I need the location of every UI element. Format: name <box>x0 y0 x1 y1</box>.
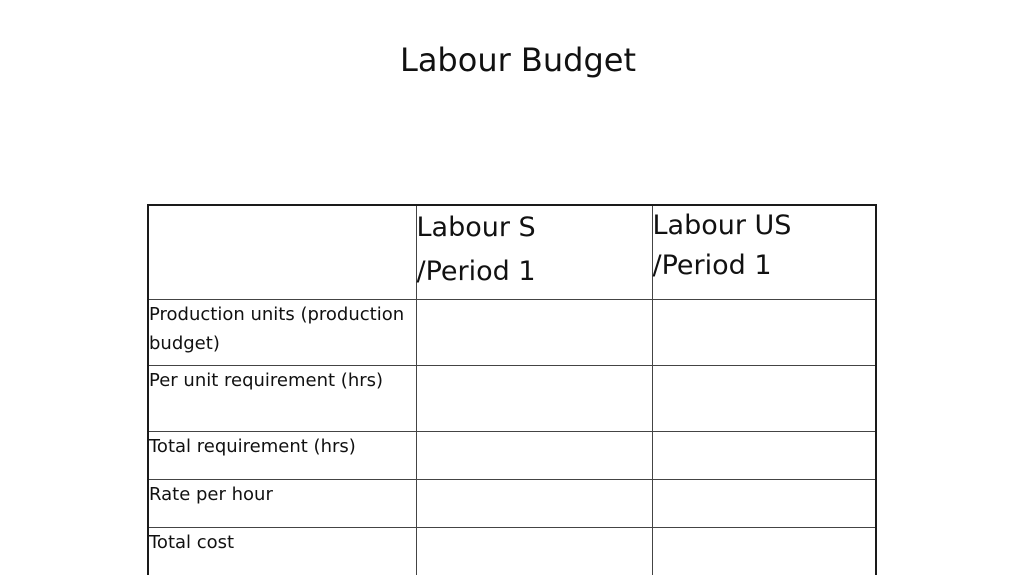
cell-labour-s <box>416 365 652 431</box>
table-row <box>148 365 876 431</box>
header-cell-empty <box>148 205 416 299</box>
cell-labour-s <box>416 299 652 365</box>
row-label: Per unit requirement (hrs) <box>148 365 416 431</box>
table-header-row <box>148 205 876 299</box>
header-labour-s-line1: Labour S <box>416 212 536 243</box>
row-label: Production units (production budget) <box>148 299 416 365</box>
cell-labour-us <box>652 527 876 575</box>
row-label: Rate per hour <box>148 479 416 527</box>
table-row <box>148 431 876 479</box>
cell-labour-us <box>652 431 876 479</box>
header-labour-s-line2: /Period 1 <box>416 256 536 287</box>
cell-labour-s <box>416 479 652 527</box>
row-label: Total requirement (hrs) <box>148 431 416 479</box>
table-row <box>148 299 876 365</box>
cell-labour-us <box>652 479 876 527</box>
labour-budget-table <box>147 204 877 575</box>
page-title: Labour Budget <box>399 41 637 79</box>
cell-labour-us <box>652 299 876 365</box>
header-labour-us-line1: Labour US <box>652 210 792 241</box>
cell-labour-s <box>416 431 652 479</box>
table-row <box>148 527 876 575</box>
header-labour-s <box>416 205 652 299</box>
header-labour-us <box>652 205 876 299</box>
cell-labour-us <box>652 365 876 431</box>
table-row <box>148 479 876 527</box>
row-label: Total cost <box>148 527 416 575</box>
cell-labour-s <box>416 527 652 575</box>
header-labour-us-line2: /Period 1 <box>652 250 772 281</box>
